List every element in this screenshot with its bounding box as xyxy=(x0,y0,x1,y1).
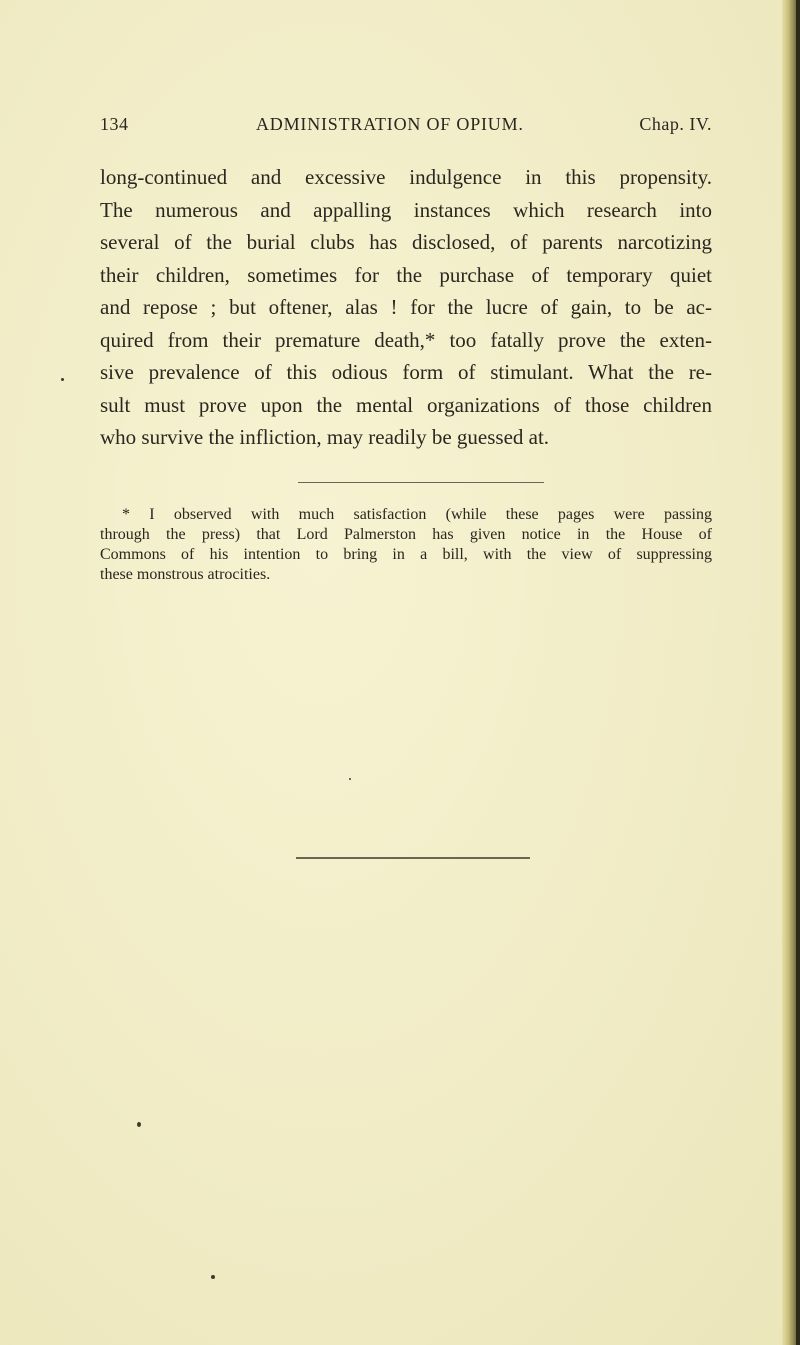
paper-speck xyxy=(61,378,64,381)
paper-speck xyxy=(349,778,351,780)
main-text xyxy=(100,161,712,454)
text-line: their children, sometimes for the purchase of temporary quiet xyxy=(100,262,712,287)
page-edge xyxy=(796,0,800,1345)
page-number: 134 xyxy=(100,114,129,134)
paper-speck xyxy=(137,1122,141,1127)
text-line: sive prevalence of this odious form of stimulant. What the re- xyxy=(100,360,712,384)
footnote-line: through the press) that Lord Palmerston has given notice in the House of xyxy=(100,526,712,543)
text-line: and repose ; but oftener, alas ! for the lucre of gain, to be ac- xyxy=(100,295,712,319)
end-rule xyxy=(296,857,530,859)
paper-speck xyxy=(211,1275,215,1279)
text-line: quired from their premature death,* too fatally prove the exten- xyxy=(100,327,712,352)
text-line: sult must prove upon the mental organizations of those children xyxy=(100,392,712,417)
footnote-divider xyxy=(298,482,544,483)
text-line: who survive the infliction, may readily be guessed at. xyxy=(100,425,550,449)
footnote xyxy=(100,505,712,585)
text-line: several of the burial clubs has disclosed, of parents narcotizing xyxy=(100,230,712,254)
text-line: long-continued and excessive indulgence in this propensity. xyxy=(100,165,712,189)
footnote-line: * I observed with much satisfaction (while these pages were passing xyxy=(122,506,712,523)
footnote-line: these monstrous atrocities. xyxy=(100,566,271,583)
footnote-line: Commons of his intention to bring in a bill, with the view of suppressing xyxy=(100,546,712,563)
running-title: ADMINISTRATION OF OPIUM. xyxy=(256,114,524,134)
chapter-label: Chap. IV. xyxy=(639,114,712,134)
running-head xyxy=(100,114,712,140)
text-line: The numerous and appalling instances which research into xyxy=(100,197,712,222)
